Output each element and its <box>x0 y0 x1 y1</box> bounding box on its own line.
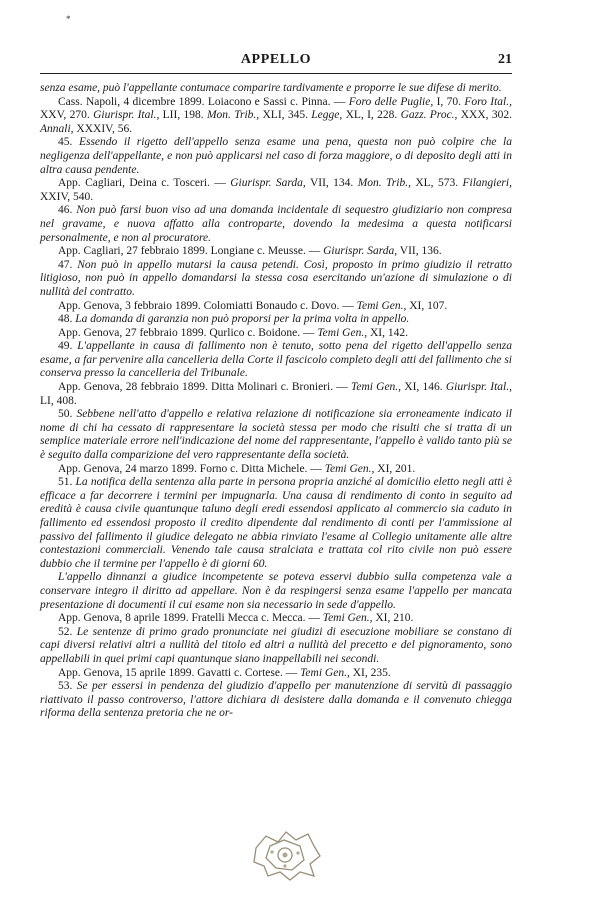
italic-run: Temi Gen., <box>356 299 407 312</box>
italic-run: L'appellante in causa di fallimento non è tenuto, sotto pena del rigetto dell'appello senza esame, a far pervenire alla cancelleria della Corte il fascicolo completo degli atti del fallimento che si conserva presso la cancelleria del Tribunale. <box>40 340 512 380</box>
paragraph <box>40 680 512 721</box>
paragraph <box>40 96 512 137</box>
paragraph <box>40 571 512 612</box>
italic-run: Non può in appello mutarsi la causa petendi. Così, proposto in primo giudizio il retratto litigioso, non può in appello domandarsi la stessa cosa esercitando un'azione di simulazione o di nullità del contratto. <box>40 258 512 298</box>
italic-run: Annali, <box>40 122 74 135</box>
text-run: VII, 134. <box>305 177 358 190</box>
italic-run: La notifica della sentenza alla parte in persona propria anziché al domicilio eletto negli atti è efficace a far decorrere i termini per impugnarla. Una causa di rendimento di conto in seguito ad eredità è causa civile quantunque taluno degli eredi essendosi applicato al commercio sia caduto in fallimento ed essendosi proposto il credito dipendente dal rendimento di conti per l'ammissione al passivo del fallimento il giudice delegato ne abbia rinviato l'esame al Collegio unitamente alle altre contestazioni commerciali. Venendo tale causa stralciata e trattata col rito civile non può essere dubbio che il termine per l'appello è di giorni 60. <box>40 476 512 570</box>
text-run: XI, 142. <box>367 326 408 339</box>
paragraph <box>40 408 512 462</box>
paragraph <box>40 177 512 204</box>
text-run: 47. <box>58 258 78 271</box>
text-run: 46. <box>58 204 77 217</box>
paragraph <box>40 340 512 381</box>
text-run: XXIV, 540. <box>40 190 94 203</box>
paragraph <box>40 136 512 177</box>
italic-run: Temi Gen., <box>317 326 368 339</box>
italic-run: Se per essersi in pendenza del giudizio d'appello per manutenzione di servitù di passaggio riattivato il passo controverso, l'attore dichiara di desistere dalla domanda e il convenuto chiegga riforma della sentenza pretoria che ne or- <box>40 680 513 720</box>
text-run: 51. <box>58 476 76 489</box>
text-run: XI, 107. <box>406 299 448 312</box>
text-run: 48. <box>58 313 76 326</box>
italic-run: Giurispr. Sarda, <box>323 245 398 258</box>
paragraph <box>40 245 512 259</box>
paragraph <box>40 463 512 477</box>
paragraph <box>40 204 512 245</box>
italic-run: Filangieri, <box>462 177 512 190</box>
text-run: XXV, 270. <box>40 109 94 122</box>
text-run: LI, 408. <box>40 394 77 407</box>
italic-run: senza esame, può l'appellante contumace comparire tardivamente e proporre le sue difese di merito. <box>40 82 502 94</box>
paragraph <box>40 612 512 626</box>
italic-run: Giurispr. Ital., <box>445 381 512 394</box>
paragraph <box>40 626 512 667</box>
italic-run: Giurispr. Sarda, <box>230 177 306 190</box>
text-run: XI, 235. <box>349 666 391 679</box>
italic-run: Temi Gen., <box>351 381 402 394</box>
text-run: I, 70. <box>433 95 465 108</box>
italic-run: Foro Ital., <box>464 95 512 108</box>
text-run: App. Genova, 15 aprile 1899. Gavatti c. Cortese. — <box>58 666 301 679</box>
text-run: 49. <box>58 340 78 353</box>
text-run: 52. <box>58 625 77 638</box>
text-run: XL, I, 228. <box>342 109 401 122</box>
paragraph <box>40 327 512 341</box>
text-run: App. Genova, 8 aprile 1899. Fratelli Mecca c. Mecca. — <box>58 612 323 625</box>
text-run: App. Genova, 3 febbraio 1899. Colomiatti Bonaudo c. Dovo. — <box>58 299 357 312</box>
text-run: XI, 201. <box>374 462 416 475</box>
text-run: App. Genova, 28 febbraio 1899. Ditta Molinari c. Bronieri. — <box>58 381 351 394</box>
text-run: 50. <box>58 408 77 421</box>
italic-run: La domanda di garanzia non può proporsi per la prima volta in appello. <box>75 313 410 326</box>
text-run: VII, 136. <box>397 245 442 258</box>
paragraph <box>40 313 512 327</box>
running-header <box>40 52 512 72</box>
text-run: 53. <box>58 680 77 693</box>
paragraph <box>40 381 512 408</box>
italic-run: Temi Gen., <box>300 666 350 679</box>
text-run: XLI, 345. <box>259 109 312 122</box>
paragraph <box>40 667 512 681</box>
italic-run: Le sentenze di primo grado pronunciate nei giudizi di esecuzione mobiliare se constano di capi diversi relativi altri a nullità del titolo ed altri a nullità del precetto e del pignoramento, sono appellabili in quei primi capi quantunque siano inappellabili nei secondi. <box>40 625 512 665</box>
italic-run: Non può farsi buon viso ad una domanda incidentale di sequestro giudiziario non compresa nel gravame, e nuova affatto alla controparte, dovendo la medesima a questa notificarsi personalmente, e non al procuratore. <box>40 204 512 244</box>
italic-run: Giurispr. Ital., <box>93 109 160 122</box>
italic-run: Temi Gen., <box>324 462 375 475</box>
text-run: App. Genova, 24 marzo 1899. Forno c. Ditta Michele. — <box>58 462 325 475</box>
italic-run: Essendo il rigetto dell'appello senza esame una pena, questa non può colpire che la negligenza dell'appellante, e non può applicarsi nel caso di forza maggiore, o di deposito degli atti in altra causa pendente. <box>40 136 513 176</box>
italic-run: Mon. Trib., <box>357 177 411 190</box>
paragraph <box>40 259 512 300</box>
text-run: XL, 573. <box>410 177 463 190</box>
italic-run: Temi Gen., <box>322 612 373 625</box>
paragraph <box>40 476 512 571</box>
paragraph <box>40 300 512 314</box>
text-run: Cass. Napoli, 4 dicembre 1899. Loiacono e Sassi c. Pinna. — <box>58 95 349 108</box>
text-run: App. Genova, 27 febbraio 1899. Qurlico c. Boidone. — <box>58 326 318 339</box>
text-run: XI, 210. <box>372 612 414 625</box>
page-title: APPELLO <box>240 52 312 67</box>
header-rule <box>40 73 512 74</box>
text-run: XXX, 302. <box>457 109 512 122</box>
body-text <box>40 82 512 721</box>
italic-run: Legge, <box>311 109 343 122</box>
italic-run: Sebbene nell'atto d'appello e relativa relazione di notificazione sia erroneamente indicato il nome di chi ha cessato di rappresentare la società stessa per modo che risulti che si tratta di un semplice materiale errore nell'indicazione del nome del rappresentante, l'appello è valido tanto più se è seguito dalla comparizione del vero rappresentante della società. <box>40 408 512 462</box>
italic-run: Mon. Trib., <box>206 109 260 122</box>
text-run: App. Cagliari, 27 febbraio 1899. Longiane c. Meusse. — <box>58 245 324 258</box>
text-run: XI, 146. <box>401 381 446 394</box>
italic-run: Foro delle Puglie, <box>348 95 434 108</box>
paragraph <box>40 82 512 96</box>
text-run: 45. <box>58 136 79 149</box>
italic-run: L'appello dinnanzi a giudice incompetente se poteva esservi dubbio sulla competenza vale a conservare integro il diritto ad appellare. Non è da respingersi senza esame l'appello per mancata presentazione di documenti il cui esame non sia necessario in sede d'appello. <box>40 571 512 611</box>
text-run: LII, 198. <box>159 109 207 122</box>
library-stamp-icon <box>248 826 324 882</box>
italic-run: Gazz. Proc., <box>400 109 458 122</box>
margin-asterisk: * <box>66 14 71 24</box>
text-run: App. Cagliari, Deina c. Tosceri. — <box>58 177 231 190</box>
page-number: 21 <box>498 52 512 67</box>
text-run: XXXIV, 56. <box>73 122 133 135</box>
